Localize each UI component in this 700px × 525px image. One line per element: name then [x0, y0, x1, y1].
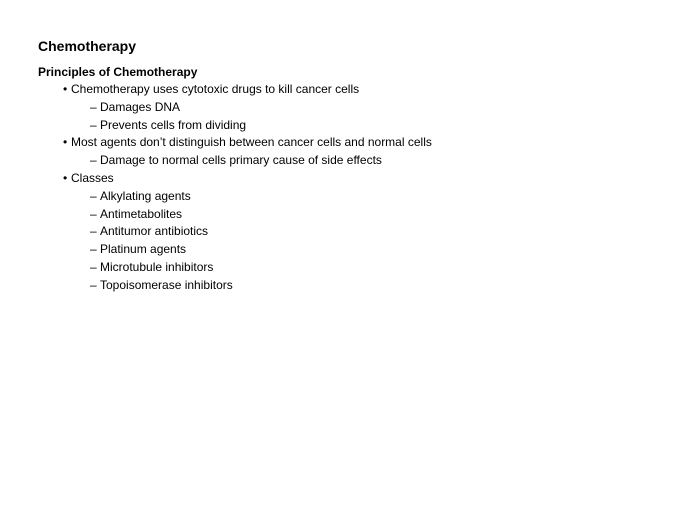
sub-bullet-item: [0, 99, 700, 117]
sub-bullet-item: [0, 277, 700, 295]
bullet-marker: •: [63, 170, 68, 185]
dash-marker: –: [90, 117, 97, 132]
dash-marker: –: [90, 224, 97, 239]
sub-bullet-text: Microtubule inhibitors: [100, 259, 214, 274]
sub-bullet-text: Antimetabolites: [100, 206, 183, 221]
sub-bullet-item: [0, 241, 700, 259]
sub-bullet-text: Antitumor antibiotics: [100, 224, 209, 239]
bullet-item: [0, 81, 700, 99]
dash-marker: –: [90, 153, 97, 168]
dash-marker: –: [90, 206, 97, 221]
sub-bullet-text: Damages DNA: [100, 99, 181, 114]
sub-bullet-item: [0, 206, 700, 224]
sub-bullet-text: Prevents cells from dividing: [100, 117, 247, 132]
bullet-text: Most agents don’t distinguish between cancer cells and normal cells: [71, 135, 432, 150]
sub-bullet-item: [0, 188, 700, 206]
dash-marker: –: [90, 188, 97, 203]
sub-bullet-item: [0, 152, 700, 170]
sub-bullet-text: Alkylating agents: [100, 188, 191, 203]
sub-bullet-item: [0, 117, 700, 135]
slide-subtitle: Principles of Chemotherapy: [38, 65, 198, 79]
dash-marker: –: [90, 277, 97, 292]
sub-bullet-item: [0, 223, 700, 241]
bullet-text: Chemotherapy uses cytotoxic drugs to kill cancer cells: [71, 82, 360, 96]
dash-marker: –: [90, 99, 97, 114]
sub-bullet-text: Platinum agents: [100, 242, 187, 257]
dash-marker: –: [90, 259, 97, 274]
sub-bullet-item: [0, 259, 700, 277]
dash-marker: –: [90, 242, 97, 257]
bullet-marker: •: [63, 135, 68, 150]
sub-bullet-text: Damage to normal cells primary cause of side effects: [100, 153, 382, 168]
sub-bullet-text: Topoisomerase inhibitors: [100, 277, 233, 292]
bullet-marker: •: [63, 82, 68, 96]
bullet-text: Classes: [71, 170, 114, 185]
bullet-item: [0, 134, 700, 152]
slide-title: Chemotherapy: [38, 38, 137, 54]
bullet-item: [0, 170, 700, 188]
bullet-list: [0, 81, 700, 295]
